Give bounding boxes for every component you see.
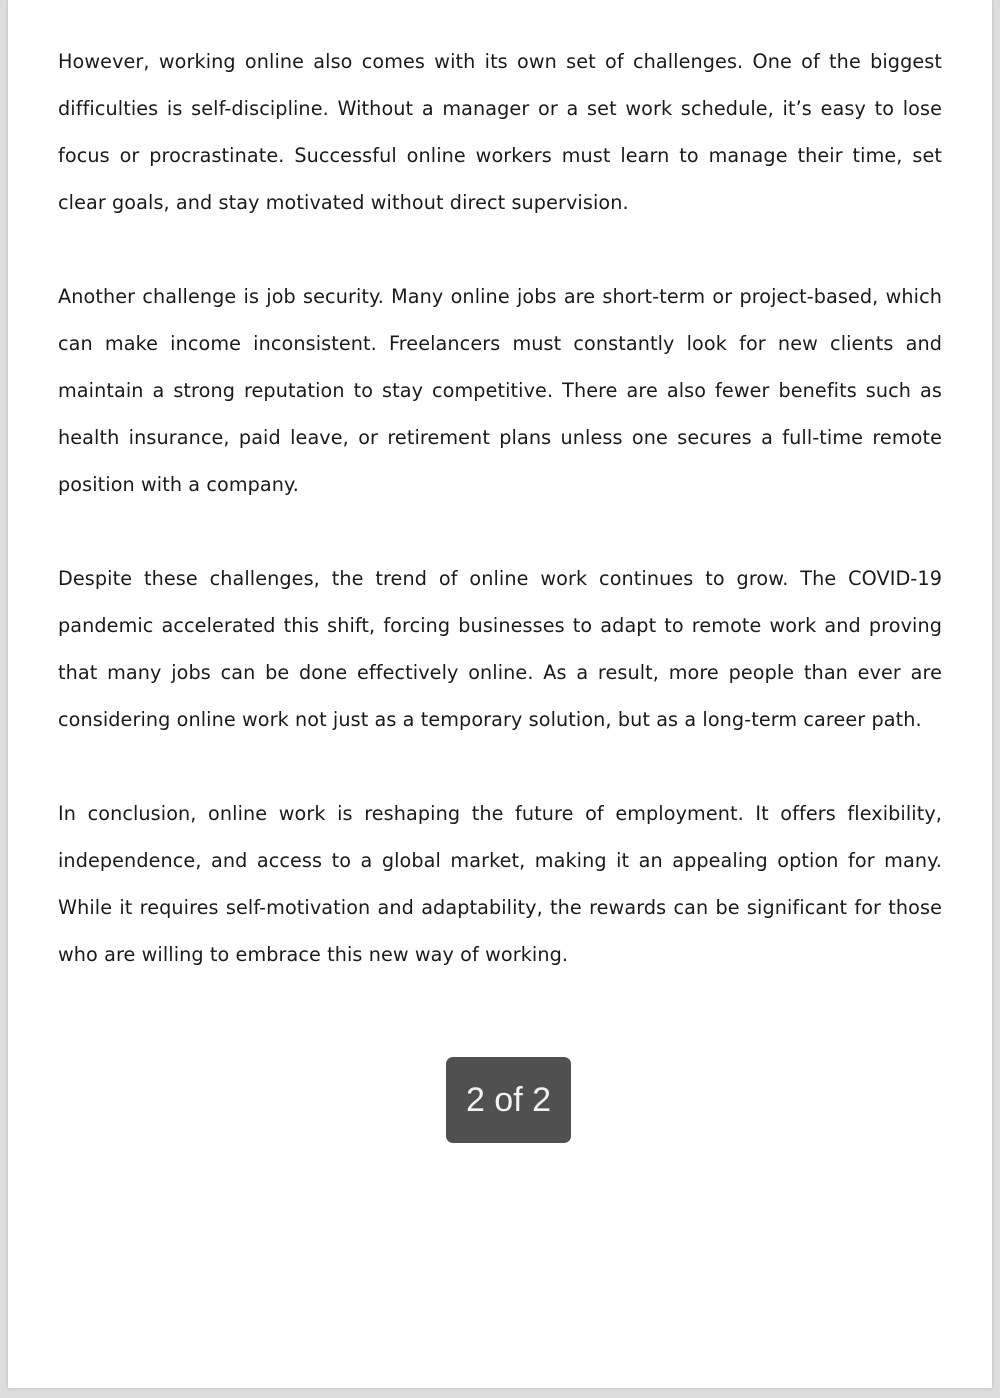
paragraph-job-security: Another challenge is job security. Many online jobs are short-term or project-based, which can make income inconsistent. Freelancers must constantly look for new clients and maintain a strong reputation to stay competitive. There are also fewer benefits such as health insurance, paid leave, or retirement plans unless one secures a full-time remote position with a company.	[58, 285, 942, 496]
page-content	[58, 38, 942, 1025]
paragraph-challenges: However, working online also comes with its own set of challenges. One of the biggest difficulties is self-discipline. Without a manager or a set work schedule, it’s easy to lose focus or procrastinate. Successful online workers must learn to manage their time, set clear goals, and stay motivated without direct supervision.	[58, 50, 942, 214]
page-indicator: 2 of 2	[446, 1057, 571, 1143]
paragraph-trend: Despite these challenges, the trend of online work continues to grow. The COVID-19 pandemic accelerated this shift, forcing businesses to adapt to remote work and proving that many jobs can be done effectively online. As a result, more people than ever are considering online work not just as a temporary solution, but as a long-term career path.	[58, 567, 942, 731]
document-page[interactable]	[8, 0, 992, 1388]
paragraph-conclusion: In conclusion, online work is reshaping the future of employment. It offers flexibility, independence, and access to a global market, making it an appealing option for many. While it requires self-motivation and adaptability, the rewards can be significant for those who are willing to embrace this new way of working.	[58, 802, 942, 966]
